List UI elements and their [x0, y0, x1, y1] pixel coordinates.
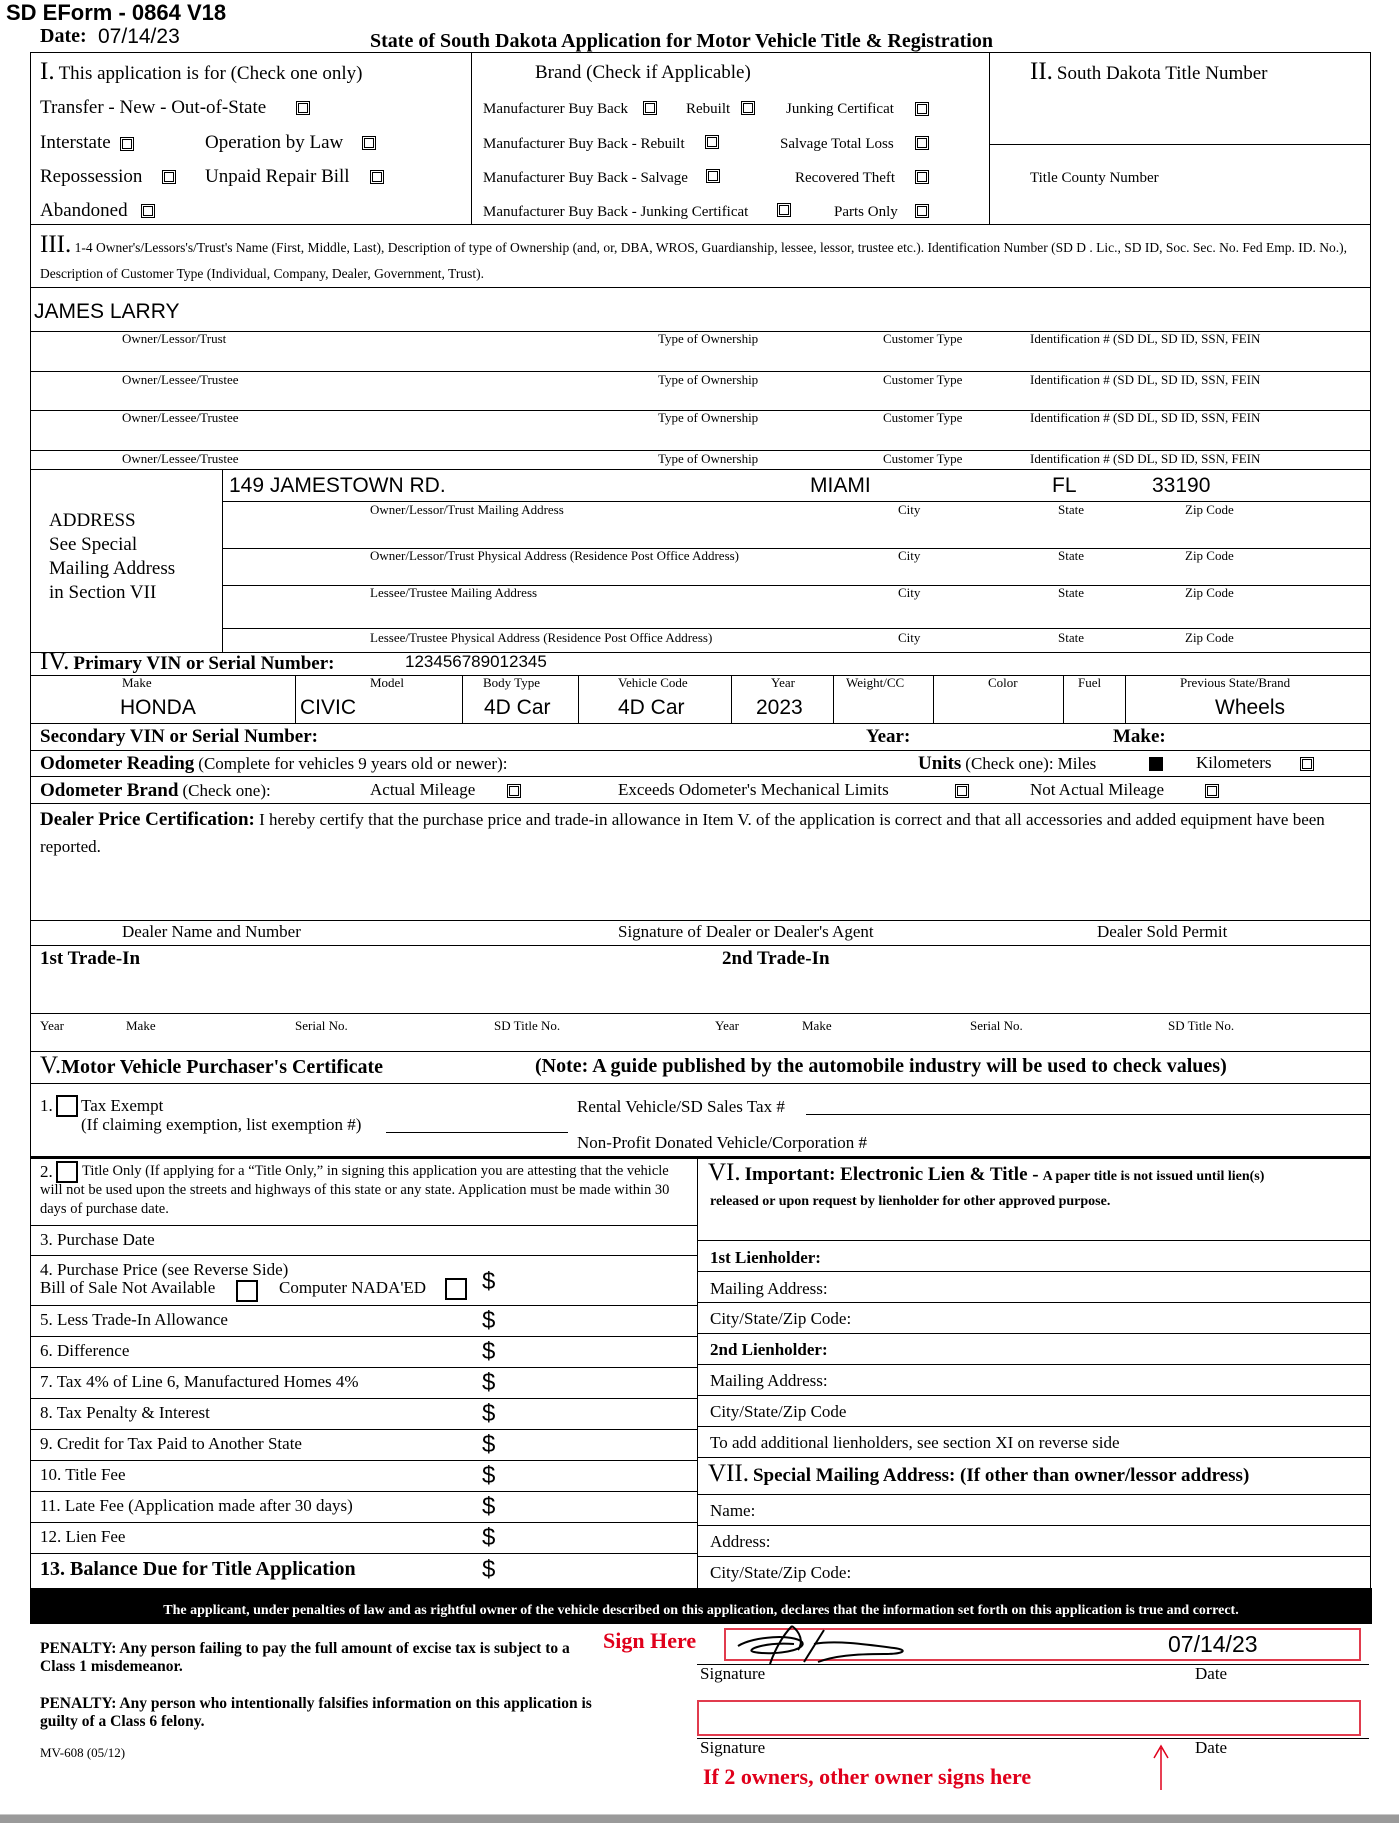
brand-rebuilt-label: Rebuilt: [686, 101, 731, 117]
odo-exceeds-label: Exceeds Odometer's Mechanical Limits: [618, 780, 889, 799]
line-6-currency: $: [482, 1338, 496, 1365]
trade-col-year-1: Year: [40, 1018, 64, 1033]
section3-description: III. 1-4 Owner's/Lessors's/Trust's Name (First, Middle, Last), Description of type of Ownership (and, or, DBA, WROS, Guardianship, lessee, lessor, trustee etc.). Identification Number (SD D . Lic., SD ID, Soc. Sec. No. Fed Emp. ID. No.), Description of Customer Type (Individual, Company, Dealer, Government, Trust).: [40, 231, 1347, 281]
line-9-currency: $: [482, 1431, 496, 1458]
first-lienholder-label: 1st Lienholder:: [710, 1248, 821, 1267]
brand-parts-only-label: Parts Only: [834, 204, 898, 220]
address-row-1-city: City: [898, 502, 921, 517]
trade-col-serial-2: Serial No.: [970, 1018, 1023, 1033]
odo-not-actual-checkbox[interactable]: [1205, 784, 1219, 798]
secondary-year-label: Year:: [866, 726, 911, 747]
make-value[interactable]: HONDA: [120, 696, 196, 719]
eform-id: SD EForm - 0864 V18: [6, 0, 227, 25]
owner-role-4: Owner/Lessee/Trustee: [122, 451, 239, 466]
secondary-make-label: Make:: [1113, 726, 1166, 747]
owner-role-3: Owner/Lessee/Trustee: [122, 410, 239, 425]
balance-due-currency: $: [482, 1556, 496, 1583]
owner-ownership-4: Type of Ownership: [658, 451, 759, 466]
title-county-number-label: Title County Number: [1030, 170, 1159, 186]
line-7-currency: $: [482, 1369, 496, 1396]
date-label-1: Date: [1195, 1664, 1228, 1683]
option-abandoned-label: Abandoned: [40, 200, 128, 221]
dealer-signature-label: Signature of Dealer or Dealer's Agent: [618, 922, 874, 941]
form-title: State of South Dakota Application for Motor Vehicle Title & Registration: [370, 30, 993, 52]
penalty-excise-tax: PENALTY: Any person failing to pay the full amount of excise tax is subject to a Class 1 misdemeanor.: [40, 1640, 570, 1675]
tax-exempt-checkbox[interactable]: [56, 1095, 78, 1117]
address-row-2-zip: Zip Code: [1185, 548, 1234, 563]
option-repossession-label: Repossession: [40, 166, 143, 187]
address-row-4-city: City: [898, 630, 921, 645]
line-5-label: 5. Less Trade-In Allowance: [40, 1310, 228, 1329]
trade-in-2-label: 2nd Trade-In: [722, 948, 830, 969]
second-city-label: City/State/Zip Code: [710, 1402, 847, 1421]
address-row-4-state: State: [1058, 630, 1084, 645]
col-color: Color: [988, 675, 1018, 690]
brand-mbb-label: Manufacturer Buy Back: [483, 101, 628, 117]
owner-name-value[interactable]: JAMES LARRY: [34, 300, 180, 323]
item2-number: 2.: [40, 1162, 53, 1181]
address-row-3-city: City: [898, 585, 921, 600]
address-side-label: ADDRESS See Special Mailing Address in Section VII: [49, 510, 176, 603]
owner-role-2: Owner/Lessee/Trustee: [122, 372, 239, 387]
line-9-label: 9. Credit for Tax Paid to Another State: [40, 1434, 302, 1453]
first-city-label: City/State/Zip Code:: [710, 1309, 852, 1328]
computer-nada-checkbox[interactable]: [445, 1278, 467, 1300]
brand-mbb-salvage-label: Manufacturer Buy Back - Salvage: [483, 170, 688, 186]
col-vehicle-code: Vehicle Code: [618, 675, 688, 690]
section7-title: VII. Special Mailing Address: (If other than owner/lessor address): [708, 1460, 1250, 1487]
form-code: MV-608 (05/12): [40, 1745, 126, 1760]
brand-salvage-total-label: Salvage Total Loss: [780, 136, 894, 152]
col-year: Year: [771, 675, 795, 690]
address-row-1-label: Owner/Lessor/Trust Mailing Address: [370, 502, 564, 517]
trade-col-title-2: SD Title No.: [1168, 1018, 1235, 1033]
line-7-label: 7. Tax 4% of Line 6, Manufactured Homes 4%: [40, 1372, 359, 1391]
trade-col-make-2: Make: [802, 1018, 832, 1033]
model-value[interactable]: CIVIC: [300, 696, 357, 719]
odo-actual-label: Actual Mileage: [370, 780, 476, 799]
additional-lienholders-note: To add additional lienholders, see section XI on reverse side: [710, 1433, 1120, 1452]
owner-id-3: Identification # (SD DL, SD ID, SSN, FEIN: [1030, 410, 1261, 425]
section6-title: VI. Important: Electronic Lien & Title - A paper title is not issued until lien(s): [708, 1159, 1265, 1186]
balance-due-label: 13. Balance Due for Title Application: [40, 1558, 356, 1580]
second-mailing-label: Mailing Address:: [710, 1371, 828, 1390]
computer-nada-label: Computer NADA'ED: [279, 1278, 427, 1297]
owner-id-2: Identification # (SD DL, SD ID, SSN, FEIN: [1030, 372, 1261, 387]
tax-exempt-label: Tax Exempt: [81, 1096, 164, 1115]
owner-customer-3: Customer Type: [883, 410, 963, 425]
special-address-label: Address:: [710, 1532, 771, 1551]
second-owner-note: If 2 owners, other owner signs here: [703, 1764, 1032, 1789]
address-row-3-state: State: [1058, 585, 1084, 600]
city-value[interactable]: MIAMI: [810, 474, 871, 497]
brand-salvage-total-checkbox[interactable]: [915, 136, 929, 150]
date-label: Date:: [40, 25, 87, 47]
address-row-1-state: State: [1058, 502, 1084, 517]
date-value[interactable]: 07/14/23: [98, 25, 180, 48]
brand-title: Brand (Check if Applicable): [535, 62, 751, 83]
col-previous-state: Previous State/Brand: [1180, 675, 1291, 690]
odometer-brand: Odometer Brand (Check one):: [40, 780, 271, 801]
col-fuel: Fuel: [1078, 675, 1102, 690]
odometer-reading: Odometer Reading (Complete for vehicles 9 years old or newer):: [40, 753, 508, 774]
option-operation-by-law-label: Operation by Law: [205, 132, 344, 153]
signature-label-1: Signature: [700, 1664, 766, 1683]
owner-customer-2: Customer Type: [883, 372, 963, 387]
signature-box-1[interactable]: [724, 1628, 1361, 1661]
declaration-text: The applicant, under penalties of law and as rightful owner of the vehicle described on this application, declares that the information set forth on this application is true and correct.: [163, 1603, 1239, 1618]
owner-ownership-3: Type of Ownership: [658, 410, 759, 425]
units-km-label: Kilometers: [1196, 753, 1272, 772]
owner-customer-4: Customer Type: [883, 451, 963, 466]
option-interstate-label: Interstate: [40, 132, 111, 153]
address-row-2-state: State: [1058, 548, 1084, 563]
special-name-label: Name:: [710, 1501, 756, 1520]
state-value[interactable]: FL: [1052, 474, 1077, 497]
section6-note2: released or upon request by lienholder for other approved purpose.: [710, 1194, 1111, 1209]
brand-parts-only-checkbox[interactable]: [915, 204, 929, 218]
previous-state-value[interactable]: Wheels: [1215, 696, 1286, 719]
option-repossession-checkbox[interactable]: [162, 170, 176, 184]
section5-title: V.Motor Vehicle Purchaser's Certificate: [40, 1052, 384, 1079]
zip-value[interactable]: 33190: [1152, 474, 1211, 497]
brand-rebuilt-checkbox[interactable]: [741, 101, 755, 115]
item1-number: 1.: [40, 1096, 53, 1115]
line-8-currency: $: [482, 1400, 496, 1427]
line-10-currency: $: [482, 1462, 496, 1489]
penalty-falsification: PENALTY: Any person who intentionally falsifies information on this application is guilty of a Class 6 felony.: [40, 1695, 592, 1730]
dealer-name-label: Dealer Name and Number: [122, 922, 301, 941]
owner-ownership-1: Type of Ownership: [658, 331, 759, 346]
line-6-label: 6. Difference: [40, 1341, 130, 1360]
purchase-price-currency: $: [482, 1268, 496, 1295]
address-row-2-city: City: [898, 548, 921, 563]
brand-mbb-rebuilt-checkbox[interactable]: [705, 135, 719, 149]
declaration-bar: [30, 1588, 1372, 1624]
vehicle-code-value[interactable]: 4D Car: [618, 696, 685, 719]
first-mailing-label: Mailing Address:: [710, 1279, 828, 1298]
brand-mbb-junking-checkbox[interactable]: [777, 203, 791, 217]
special-city-label: City/State/Zip Code:: [710, 1563, 852, 1582]
owner-customer-1: Customer Type: [883, 331, 963, 346]
date-label-2: Date: [1195, 1738, 1228, 1757]
trade-col-serial-1: Serial No.: [295, 1018, 348, 1033]
purchase-date-label: 3. Purchase Date: [40, 1230, 155, 1249]
second-lienholder-label: 2nd Lienholder:: [710, 1340, 828, 1359]
street-value[interactable]: 149 JAMESTOWN RD.: [229, 474, 446, 497]
col-weight: Weight/CC: [846, 675, 905, 690]
section1-title: I. This application is for (Check one only): [40, 58, 363, 85]
dealer-price-certification: Dealer Price Certification: I hereby certify that the purchase price and trade-in allowance in Item V. of the application is correct and that all accessories and added equipment have been reported.: [40, 809, 1325, 856]
option-interstate-checkbox[interactable]: [120, 137, 134, 151]
secondary-vin-label: Secondary VIN or Serial Number:: [40, 726, 318, 747]
odo-not-actual-label: Not Actual Mileage: [1030, 780, 1165, 799]
bill-of-sale-checkbox[interactable]: [236, 1280, 258, 1302]
units-label: Units (Check one): Miles: [918, 753, 1097, 774]
address-row-2-label: Owner/Lessor/Trust Physical Address (Residence Post Office Address): [370, 548, 740, 563]
brand-mbb-checkbox[interactable]: [643, 101, 657, 115]
odo-actual-checkbox[interactable]: [507, 784, 521, 798]
arrow-up-icon: [1152, 1744, 1170, 1792]
brand-mbb-junking-label: Manufacturer Buy Back - Junking Certificat: [483, 204, 749, 220]
line-10-label: 10. Title Fee: [40, 1465, 126, 1484]
title-only-text: Title Only (If applying for a “Title Only,” in signing this application you are attesting that the vehicle will not be used upon the streets and highways of this state or any state. Application must be made within 30 days of purchase date.: [40, 1163, 670, 1217]
address-row-3-label: Lessee/Trustee Mailing Address: [370, 585, 538, 600]
purchase-price-label: 4. Purchase Price (see Reverse Side): [40, 1260, 289, 1279]
col-model: Model: [370, 675, 404, 690]
address-row-3-zip: Zip Code: [1185, 585, 1234, 600]
signature-label-2: Signature: [700, 1738, 766, 1757]
brand-junking-checkbox[interactable]: [915, 102, 929, 116]
signature-scribble-icon: [734, 1622, 924, 1670]
year-value[interactable]: 2023: [756, 696, 803, 719]
sign-here-label: Sign Here: [603, 1628, 697, 1653]
brand-mbb-rebuilt-label: Manufacturer Buy Back - Rebuilt: [483, 136, 685, 152]
signature-date-1[interactable]: 07/14/23: [1168, 1631, 1258, 1657]
line-12-currency: $: [482, 1524, 496, 1551]
owner-role-1: Owner/Lessor/Trust: [122, 331, 227, 346]
brand-recovered-theft-checkbox[interactable]: [915, 170, 929, 184]
units-km-checkbox[interactable]: [1300, 757, 1314, 771]
trade-col-make-1: Make: [126, 1018, 156, 1033]
option-transfer-checkbox[interactable]: [296, 101, 310, 115]
section5-note: (Note: A guide published by the automobile industry will be used to check values): [535, 1055, 1227, 1077]
owner-id-1: Identification # (SD DL, SD ID, SSN, FEIN: [1030, 331, 1261, 346]
units-miles-checkbox[interactable]: [1149, 757, 1163, 771]
rental-tax-label: Rental Vehicle/SD Sales Tax #: [577, 1097, 785, 1116]
address-row-4-zip: Zip Code: [1185, 630, 1234, 645]
option-unpaid-repair-checkbox[interactable]: [370, 170, 384, 184]
option-unpaid-repair-label: Unpaid Repair Bill: [205, 166, 350, 187]
owner-ownership-2: Type of Ownership: [658, 372, 759, 387]
line-8-label: 8. Tax Penalty & Interest: [40, 1403, 210, 1422]
odo-exceeds-checkbox[interactable]: [955, 784, 969, 798]
address-row-1-zip: Zip Code: [1185, 502, 1234, 517]
line-11-label: 11. Late Fee (Application made after 30 days): [40, 1496, 353, 1515]
brand-recovered-theft-label: Recovered Theft: [795, 170, 896, 186]
trade-col-year-2: Year: [715, 1018, 739, 1033]
brand-junking-label: Junking Certificat: [786, 101, 894, 117]
address-row-4-label: Lessee/Trustee Physical Address (Residence Post Office Address): [370, 630, 713, 645]
vin-label: IV. Primary VIN or Serial Number:: [40, 648, 335, 675]
col-make: Make: [122, 675, 152, 690]
col-body-type: Body Type: [483, 675, 540, 690]
trade-col-title-1: SD Title No.: [494, 1018, 561, 1033]
bill-of-sale-label: Bill of Sale Not Available: [40, 1278, 216, 1297]
section2-title: II. South Dakota Title Number: [1030, 58, 1268, 85]
option-transfer-label: Transfer - New - Out-of-State: [40, 97, 267, 118]
line-5-currency: $: [482, 1307, 496, 1334]
line-11-currency: $: [482, 1493, 496, 1520]
nonprofit-label: Non-Profit Donated Vehicle/Corporation #: [577, 1133, 868, 1152]
vin-value[interactable]: 123456789012345: [405, 652, 547, 671]
dealer-permit-label: Dealer Sold Permit: [1097, 922, 1228, 941]
owner-id-4: Identification # (SD DL, SD ID, SSN, FEIN: [1030, 451, 1261, 466]
option-abandoned-checkbox[interactable]: [141, 204, 155, 218]
option-operation-by-law-checkbox[interactable]: [362, 136, 376, 150]
trade-in-1-label: 1st Trade-In: [40, 948, 141, 969]
body-type-value[interactable]: 4D Car: [484, 696, 551, 719]
brand-mbb-salvage-checkbox[interactable]: [706, 169, 720, 183]
tax-exempt-sub: (If claiming exemption, list exemption #): [81, 1115, 362, 1134]
signature-box-2[interactable]: [697, 1700, 1361, 1736]
line-12-label: 12. Lien Fee: [40, 1527, 126, 1546]
